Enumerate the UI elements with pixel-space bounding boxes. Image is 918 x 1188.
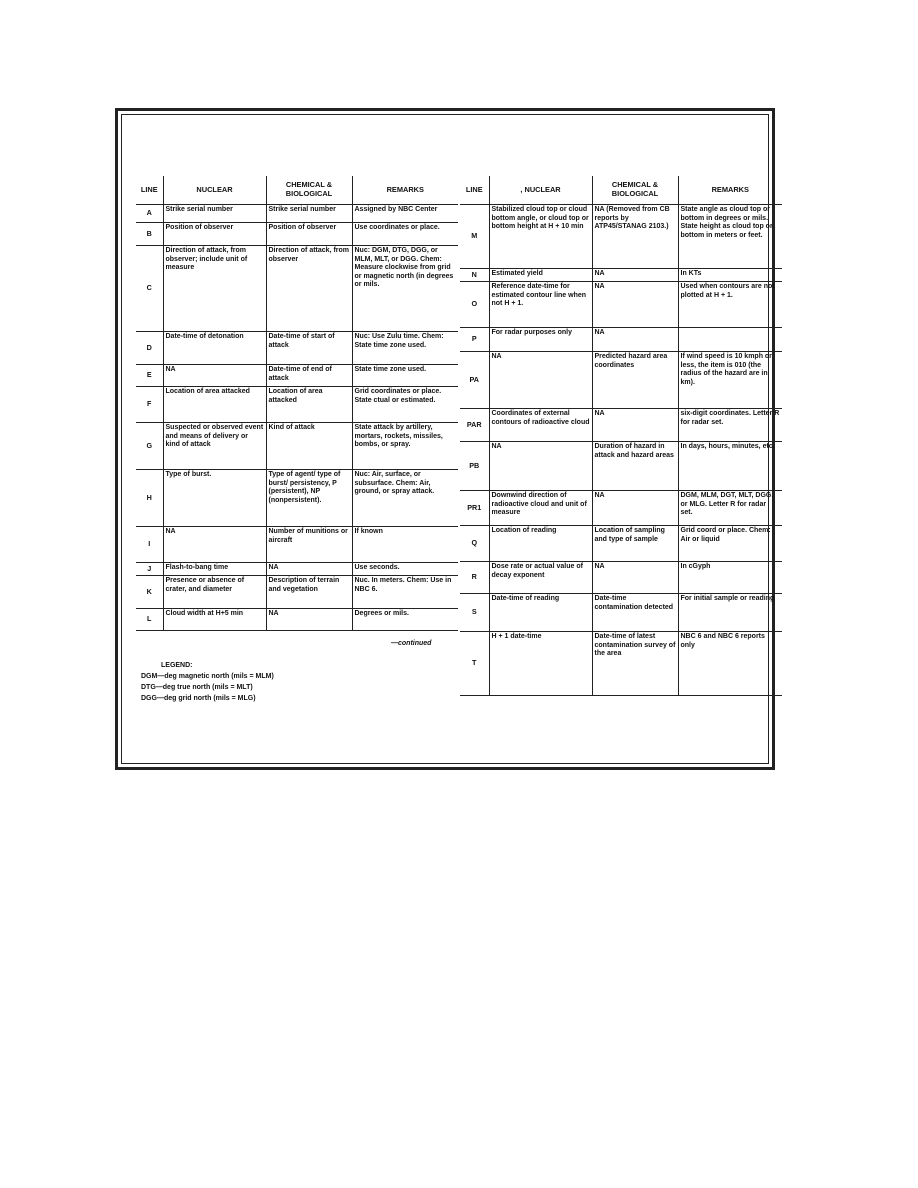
remarks-cell: DGM, MLM, DGT, MLT, DGG, or MLG. Letter R for radar set. <box>678 491 782 526</box>
line-code: E <box>136 365 163 387</box>
line-code: A <box>136 205 163 223</box>
table-row <box>136 365 458 387</box>
chem-cell: NA <box>592 282 678 328</box>
table-row <box>136 387 458 423</box>
nuclear-cell: Reference date-time for estimated contour line when not H + 1. <box>489 282 592 328</box>
remarks-cell: In KTs <box>678 269 782 282</box>
table-row <box>460 594 782 632</box>
nuclear-cell: Flash-to-bang time <box>163 563 266 576</box>
table-row <box>136 246 458 332</box>
remarks-cell: State time zone used. <box>352 365 458 387</box>
chem-cell: Date-time of latest contamination survey of the area <box>592 632 678 696</box>
table-row <box>460 442 782 491</box>
line-code: O <box>460 282 489 328</box>
remarks-cell: If known <box>352 527 458 563</box>
chem-cell: Direction of attack, from observer <box>266 246 352 332</box>
line-code: M <box>460 205 489 269</box>
line-code: C <box>136 246 163 332</box>
nuclear-cell: Location of reading <box>489 526 592 562</box>
table-row <box>460 491 782 526</box>
line-code: PA <box>460 352 489 409</box>
chem-cell: Number of munitions or aircraft <box>266 527 352 563</box>
table-row <box>460 632 782 696</box>
remarks-cell: Grid coordinates or place. State ctual or estimated. <box>352 387 458 423</box>
line-code: T <box>460 632 489 696</box>
table-row <box>136 205 458 223</box>
nuclear-cell: Date-time of detonation <box>163 332 266 365</box>
header-line: LINE <box>136 176 163 205</box>
line-code: PAR <box>460 409 489 442</box>
nuclear-cell: H + 1 date-time <box>489 632 592 696</box>
remarks-cell: Nuc: Use Zulu time. Chem: State time zone used. <box>352 332 458 365</box>
remarks-cell: In cGyph <box>678 562 782 594</box>
line-code: H <box>136 470 163 527</box>
header-chemical-biological: CHEMICAL & BIOLOGICAL <box>592 176 678 205</box>
table-row <box>136 563 458 576</box>
line-code: D <box>136 332 163 365</box>
nuclear-cell: Estimated yield <box>489 269 592 282</box>
line-code: PB <box>460 442 489 491</box>
chem-cell: Date-time of start of attack <box>266 332 352 365</box>
table-row <box>136 527 458 563</box>
chem-cell: Kind of attack <box>266 423 352 470</box>
chem-cell: NA <box>592 491 678 526</box>
remarks-cell: Degrees or mils. <box>352 609 458 631</box>
nuclear-cell: Location of area attacked <box>163 387 266 423</box>
table-row <box>460 526 782 562</box>
line-code: N <box>460 269 489 282</box>
remarks-cell: Nuc: Air, surface, or subsurface. Chem: Air, ground, or spray attack. <box>352 470 458 527</box>
right-report-table <box>460 176 782 696</box>
remarks-cell: six-digit coordinates. Letter R for radar set. <box>678 409 782 442</box>
nuclear-cell: NA <box>163 365 266 387</box>
chem-cell: NA <box>266 609 352 631</box>
chem-cell: Strike serial number <box>266 205 352 223</box>
remarks-cell: If wind speed is 10 kmph or less, the item is 010 (the radius of the hazard are in km). <box>678 352 782 409</box>
table-row <box>460 269 782 282</box>
chem-cell: Position of observer <box>266 223 352 246</box>
chem-cell: Duration of hazard in attack and hazard areas <box>592 442 678 491</box>
chem-cell: NA (Removed from CB reports by ATP45/STANAG 2103.) <box>592 205 678 269</box>
nuclear-cell: NA <box>163 527 266 563</box>
chem-cell: Location of sampling and type of sample <box>592 526 678 562</box>
remarks-cell: In days, hours, minutes, etc. <box>678 442 782 491</box>
table-row <box>136 576 458 609</box>
chem-cell: NA <box>592 269 678 282</box>
remarks-cell: NBC 6 and NBC 6 reports only <box>678 632 782 696</box>
remarks-cell: Nuc: DGM, DTG, DGG, or MLM, MLT, or DGG. Chem: Measure clockwise from grid or magnetic north (in degrees or mils. <box>352 246 458 332</box>
header-chemical-biological: CHEMICAL & BIOLOGICAL <box>266 176 352 205</box>
remarks-cell: Nuc. In meters. Chem: Use in NBC 6. <box>352 576 458 609</box>
left-header-row <box>136 176 458 205</box>
chem-cell: Date-time contamination detected <box>592 594 678 632</box>
header-line: LINE <box>460 176 489 205</box>
remarks-cell: Assigned by NBC Center <box>352 205 458 223</box>
table-row <box>136 609 458 631</box>
chem-cell: Description of terrain and vegetation <box>266 576 352 609</box>
nuclear-cell: NA <box>489 442 592 491</box>
header-nuclear: , NUCLEAR <box>489 176 592 205</box>
chem-cell: Location of area attacked <box>266 387 352 423</box>
line-code: S <box>460 594 489 632</box>
nuclear-cell: Date-time of reading <box>489 594 592 632</box>
left-report-table <box>136 176 458 631</box>
line-code: B <box>136 223 163 246</box>
table-row <box>460 562 782 594</box>
nuclear-cell: Coordinates of external contours of radioactive cloud <box>489 409 592 442</box>
legend <box>141 660 274 704</box>
nuclear-cell: Position of observer <box>163 223 266 246</box>
legend-item: DGM—deg magnetic north (mils = MLM) <box>141 673 274 680</box>
header-nuclear: NUCLEAR <box>163 176 266 205</box>
nuclear-cell: Suspected or observed event and means of delivery or kind of attack <box>163 423 266 470</box>
remarks-cell: Use coordinates or place. <box>352 223 458 246</box>
line-code: Q <box>460 526 489 562</box>
table-row <box>460 282 782 328</box>
line-code: G <box>136 423 163 470</box>
legend-item: DTG—deg true north (mils = MLT) <box>141 684 253 691</box>
legend-title: LEGEND: <box>161 662 193 669</box>
line-code: R <box>460 562 489 594</box>
chem-cell: NA <box>592 328 678 352</box>
table-row <box>460 205 782 269</box>
chem-cell: Type of agent/ type of burst/ persistency, P (persistent), NP (nonpersistent). <box>266 470 352 527</box>
line-code: PR1 <box>460 491 489 526</box>
right-header-row <box>460 176 782 205</box>
remarks-cell <box>678 328 782 352</box>
remarks-cell: Use seconds. <box>352 563 458 576</box>
nuclear-cell: Presence or absence of crater, and diameter <box>163 576 266 609</box>
remarks-cell: For initial sample or reading <box>678 594 782 632</box>
nuclear-cell: Stabilized cloud top or cloud bottom angle, or cloud top or bottom height at H + 10 min <box>489 205 592 269</box>
chem-cell: Predicted hazard area coordinates <box>592 352 678 409</box>
line-code: K <box>136 576 163 609</box>
table-row <box>136 332 458 365</box>
chem-cell: Date-time of end of attack <box>266 365 352 387</box>
line-code: F <box>136 387 163 423</box>
line-code: L <box>136 609 163 631</box>
remarks-cell: Used when contours are not plotted at H + 1. <box>678 282 782 328</box>
chem-cell: NA <box>592 562 678 594</box>
header-remarks: REMARKS <box>352 176 458 205</box>
table-row <box>460 328 782 352</box>
remarks-cell: State angle as cloud top or bottom in degrees or mils. State height as cloud top or bottom in meters or feet. <box>678 205 782 269</box>
chem-cell: NA <box>592 409 678 442</box>
table-row <box>460 409 782 442</box>
chem-cell: NA <box>266 563 352 576</box>
remarks-cell: State attack by artillery, mortars, rockets, missiles, bombs, or spray. <box>352 423 458 470</box>
nuclear-cell: Cloud width at H+5 min <box>163 609 266 631</box>
nuclear-cell: Direction of attack, from observer; include unit of measure <box>163 246 266 332</box>
remarks-cell: Grid coord or place. Chem: Air or liquid <box>678 526 782 562</box>
nuclear-cell: Strike serial number <box>163 205 266 223</box>
line-code: J <box>136 563 163 576</box>
table-row <box>136 470 458 527</box>
nuclear-cell: Dose rate or actual value of decay exponent <box>489 562 592 594</box>
line-code: P <box>460 328 489 352</box>
header-remarks: REMARKS <box>678 176 782 205</box>
nuclear-cell: Type of burst. <box>163 470 266 527</box>
nuclear-cell: NA <box>489 352 592 409</box>
table-row <box>136 423 458 470</box>
nuclear-cell: For radar purposes only <box>489 328 592 352</box>
continued-note: —continued <box>391 640 432 647</box>
legend-item: DGG—deg grid north (mils = MLG) <box>141 695 256 702</box>
nuclear-cell: Downwind direction of radioactive cloud and unit of measure <box>489 491 592 526</box>
line-code: I <box>136 527 163 563</box>
table-row <box>136 223 458 246</box>
table-row <box>460 352 782 409</box>
